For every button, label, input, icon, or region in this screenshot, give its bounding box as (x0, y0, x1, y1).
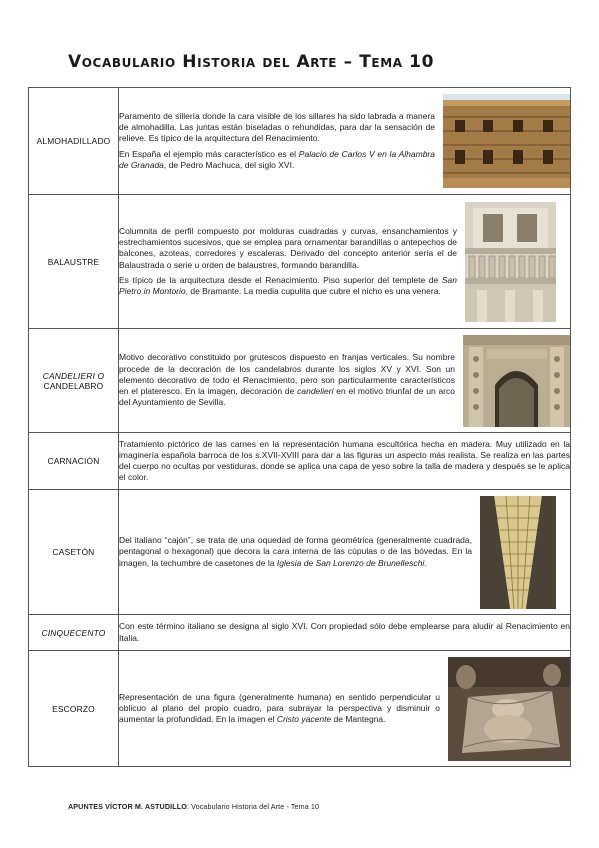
definition-text: En España el ejemplo más característico es el Palacio de Carlos V en la Alhambra de Granada, de Pedro Machuca, del siglo XVI. (119, 148, 435, 170)
definition-text: Motivo decorativo constituido por grutescos dispuesto en franjas verticales. Su nombre procede de la decoración de los candelabros durante los siglos XV y XVI. Son un elemento decorativo de todo el Renacimiento, pero son particularmente característicos en el plateresco. En la imagen, decoración de candelieri en el motivo triunfal de un arco del Ayuntamiento de Sevilla. (119, 352, 455, 408)
definition-cell (119, 615, 571, 651)
table-row (29, 615, 571, 651)
definition-text: Del italiano “cajón”, se trata de una oquedad de forma geométrica (generalmente cuadrada, pentagonal o hexagonal) que decora la cara interna de las cúpulas o de las bóvedas. En la imagen, la techumbre de casetones de la Iglesia de San Lorenzo de Brunelleschi. (119, 535, 472, 568)
definition-text: Con este término italiano se designa al siglo XVI. Con propiedad sólo debe emplearse para aludir al Renacimiento en Italia. (119, 621, 570, 643)
table-row (29, 490, 571, 615)
definition-text: Paramento de sillería donde la cara visible de los sillares ha sido labrada a manera de almohadilla. Las juntas están biseladas o rehundidas, para dar la sensación de relieve. Es típico de la arquitectura del Renacimiento. (119, 110, 435, 144)
table-row (29, 651, 571, 767)
definition-text: Es típico de la arquitectura desde el Renacimiento. Piso superior del templete de San Pietro in Montorio, de Bramante. La media cupulita que cubre el nicho es una venera. (119, 274, 457, 296)
table-row (29, 195, 571, 329)
vocabulary-table (28, 87, 571, 767)
definition-text: Representación de una figura (generalmente humana) en sentido perpendicular u oblicuo al plano del propio cuadro, para subrayar la perspectiva y disminuir o aumentar la profundidad. En la imagen el Cristo yacente de Mantegna. (119, 691, 440, 725)
caseton-image (480, 496, 556, 609)
definition-cell (119, 195, 571, 329)
definition-text: Columnita de perfil compuesto por molduras cuadradas y curvas, ensanchamientos y estrechamientos sucesivos, que se emplea para ornamentar barandillas o antepechos de balcones, azoteas, corredores y escaleras. Derivado del concepto anterior sería el de Balaustrada o serie u orden de balaustres, formando barandilla. (119, 225, 457, 270)
definition-cell (119, 490, 571, 615)
term-label: CANDELIERI O (42, 370, 105, 381)
page-title: Vocabulario Historia del Arte – Tema 10 (68, 52, 435, 72)
term-cell: ALMOHADILLADO (29, 88, 119, 195)
term-cell: CINQUECENTO (29, 615, 119, 651)
almohadillado-image (443, 94, 570, 188)
page-footer: APUNTES VÍCTOR M. ASTUDILLO: Vocabulario Historia del Arte - Tema 10 (68, 802, 320, 811)
term-cell: CASETÓN (29, 490, 119, 615)
definition-cell (119, 433, 571, 490)
table-row (29, 433, 571, 490)
term-cell: BALAUSTRE (29, 195, 119, 329)
escorzo-image (448, 657, 570, 761)
balaustre-image (465, 202, 556, 322)
definition-cell (119, 651, 571, 767)
candelieri-image (463, 335, 570, 427)
definition-text: Tratamiento pictórico de las carnes en la representación humana escultórica hecha en madera. Muy utilizado en la imaginería española barroca de los s.XVII-XVIII para dar a las figuras un aspecto más realista. Se realiza en las partes del cuerpo no ocultas por vestiduras, donde se aplica una capa de yeso sobre la talla de madera y después se le aplica el color. (119, 438, 570, 483)
term-cell: CARNACIÓN (29, 433, 119, 490)
table-row (29, 329, 571, 433)
term-cell (29, 329, 119, 433)
term-cell: ESCORZO (29, 651, 119, 767)
table-row (29, 88, 571, 195)
term-label: CANDELABRO (43, 380, 104, 391)
definition-cell (119, 329, 571, 433)
definition-cell (119, 88, 571, 195)
